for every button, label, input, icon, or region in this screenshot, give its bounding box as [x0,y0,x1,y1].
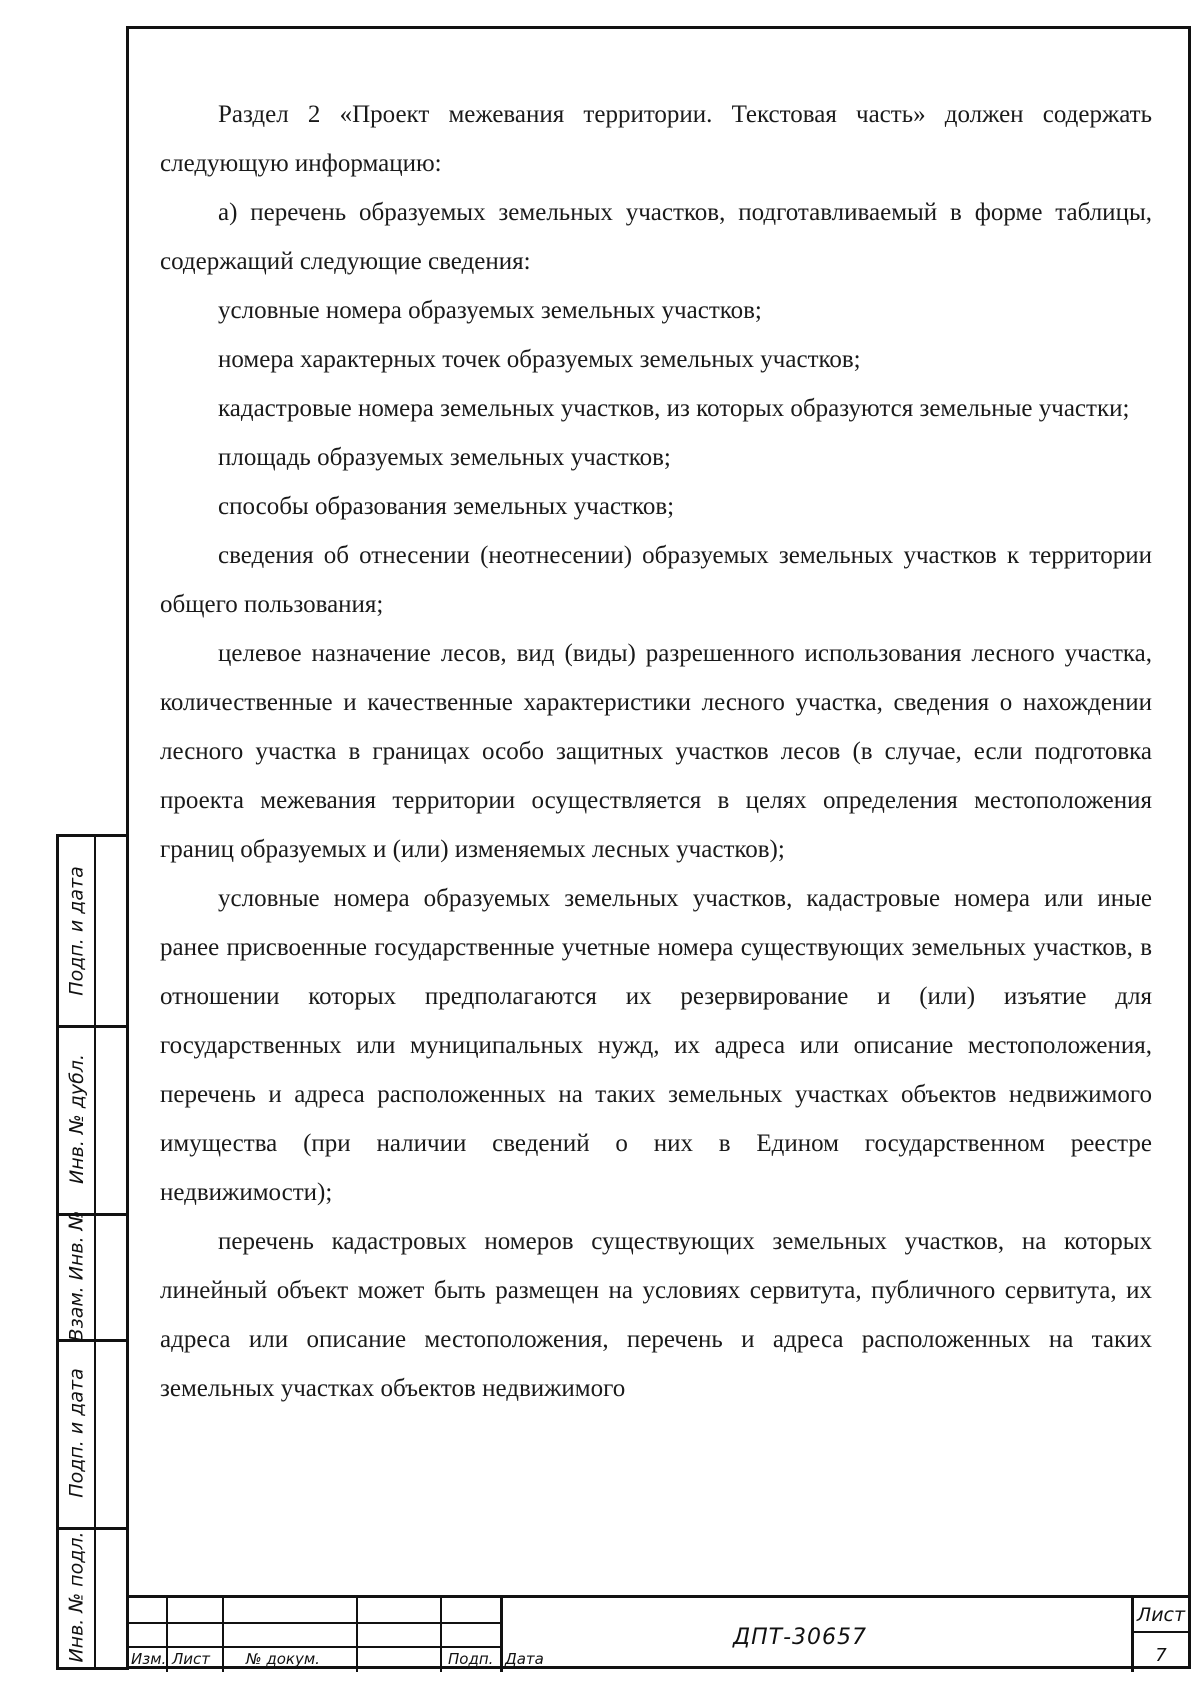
stamp-label-replacement-inv: Взам. Инв. № [65,1210,88,1342]
col-sheet: Лист [172,1650,211,1668]
paragraph: а) перечень образуемых земельных участков, подготавливаемый в форме таблицы, содержащий следующие сведения: [160,199,1152,275]
paragraph: условные номера образуемых земельных участков; [218,297,762,324]
stamp-label-original-inv: Инв. № подл. [65,1531,88,1663]
paragraph: Раздел 2 «Проект межевания территории. Текстовая часть» должен содержать следующую информацию: [160,101,1152,177]
stamp-label-signature-date-2: Подп. и дата [65,1368,88,1498]
paragraph: площадь образуемых земельных участков; [218,444,671,471]
stamp-label-signature-date: Подп. и дата [65,866,88,996]
col-change: Изм. [131,1650,167,1668]
col-signature: Подп. [448,1650,494,1668]
col-date: Дата [505,1650,544,1668]
document-code: ДПТ-30657 [732,1625,868,1650]
paragraph: перечень кадастровых номеров существующих земельных участков, на которых линейный объект может быть размещен на условиях сервитута, публичного сервитута, их адреса или описание местоположения, перечень и адреса расположенных на таких земельных участках объектов недвижимого [160,1228,1152,1402]
sheet-label: Лист [1136,1604,1186,1626]
document-body [160,90,1152,1413]
paragraph: кадастровые номера земельных участков, из которых образуются земельные участки; [218,395,1130,422]
paragraph: целевое назначение лесов, вид (виды) разрешенного использования лесного участка, количественные и качественные характеристики лесного участка, сведения о нахождении лесного участка в границах особо защитных участков лесов (в случае, если подготовка проекта межевания территории осуществляется в целях определения местоположения границ образуемых и (или) изменяемых лесных участков); [160,640,1152,863]
stamp-label-duplicate-inv: Инв. № дубл. [65,1054,88,1184]
side-stamp [56,834,129,1670]
sheet-number: 7 [1155,1645,1167,1666]
col-doc-number: № докум. [246,1650,320,1668]
paragraph: номера характерных точек образуемых земельных участков; [218,346,861,373]
paragraph: способы образования земельных участков; [218,493,675,520]
paragraph: условные номера образуемых земельных участков, кадастровые номера или иные ранее присвоенные государственные учетные номера существующих земельных участков, в отношении которых предполагаются их резервирование и (или) изъятие для государственных или муниципальных нужд, их адреса или описание местоположения, перечень и адреса расположенных на таких земельных участках объектов недвижимого имущества (при наличии сведений о них в Едином государственном реестре недвижимости); [160,885,1152,1206]
paragraph: сведения об отнесении (неотнесении) образуемых земельных участков к территории общего пользования; [160,542,1152,618]
